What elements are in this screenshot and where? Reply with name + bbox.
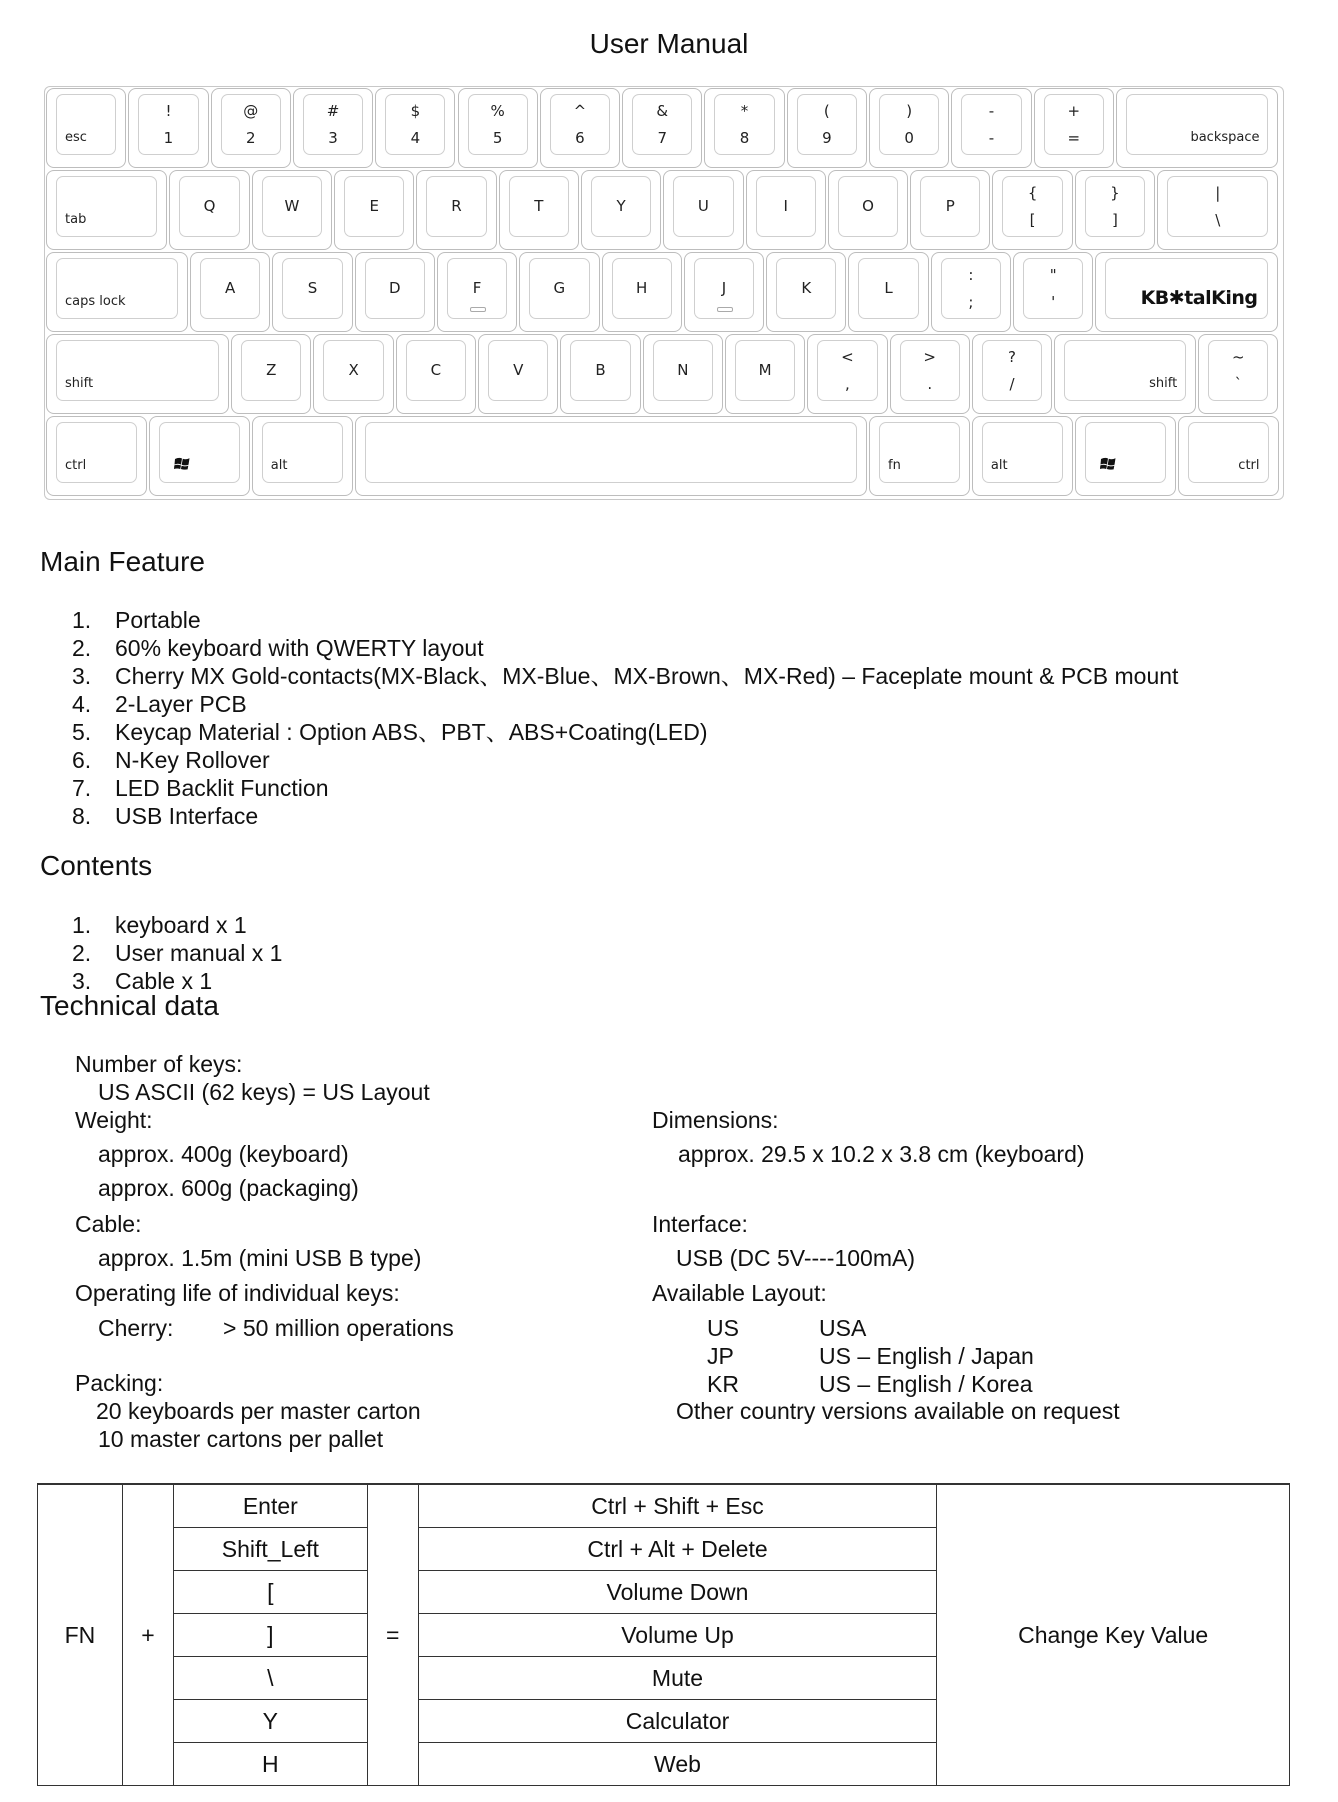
list-item: 7. LED Backlit Function bbox=[72, 775, 329, 801]
key-shift-legend: ? bbox=[1008, 348, 1016, 366]
result-cell: Ctrl + Alt + Delete bbox=[418, 1528, 937, 1571]
key-legend: M bbox=[758, 361, 772, 379]
main-feature-list bbox=[72, 606, 1178, 830]
key-base-legend: \ bbox=[1215, 211, 1221, 229]
key-legend: R bbox=[451, 197, 462, 215]
key-11 bbox=[1013, 252, 1093, 332]
key-base-legend: 2 bbox=[245, 129, 256, 147]
key-t bbox=[499, 170, 579, 250]
key-s bbox=[272, 252, 352, 332]
key-8 bbox=[807, 334, 887, 414]
key-legend: S bbox=[307, 279, 318, 297]
key-legend: L bbox=[884, 279, 893, 297]
packing-label: Packing: bbox=[75, 1370, 164, 1396]
key-e bbox=[334, 170, 414, 250]
key-10 bbox=[869, 88, 949, 168]
key-legend: H bbox=[636, 279, 648, 297]
key-shift-legend: * bbox=[740, 102, 749, 120]
key-legend: G bbox=[553, 279, 566, 297]
key-base-legend: ' bbox=[1051, 293, 1056, 311]
key-base-legend: [ bbox=[1029, 211, 1036, 229]
key-9 bbox=[787, 88, 867, 168]
key-8 bbox=[704, 88, 784, 168]
key-legend: E bbox=[369, 197, 379, 215]
change-key-cell: Change Key Value bbox=[937, 1485, 1290, 1786]
key-9 bbox=[890, 334, 970, 414]
key-v bbox=[478, 334, 558, 414]
key-ctrl bbox=[1178, 416, 1279, 496]
key-f bbox=[437, 252, 517, 332]
key-cell: [ bbox=[173, 1571, 367, 1614]
key-7 bbox=[622, 88, 702, 168]
key-12 bbox=[1075, 170, 1155, 250]
key-legend: J bbox=[721, 279, 727, 297]
list-item: 3. Cable x 1 bbox=[72, 968, 213, 994]
weight-keyboard: approx. 400g (keyboard) bbox=[98, 1141, 349, 1167]
key-label: ctrl bbox=[65, 458, 87, 473]
key-caps-lock bbox=[46, 252, 188, 332]
key-tab bbox=[46, 170, 167, 250]
key-u bbox=[663, 170, 743, 250]
key-shift-legend: ! bbox=[165, 102, 172, 120]
key-windows bbox=[149, 416, 250, 496]
result-cell: Mute bbox=[418, 1657, 937, 1700]
key-alt bbox=[972, 416, 1073, 496]
key-2 bbox=[211, 88, 291, 168]
key-shift-legend: ( bbox=[823, 102, 830, 120]
key-shift bbox=[1054, 334, 1196, 414]
key-shift-legend: < bbox=[841, 348, 854, 366]
key-p bbox=[910, 170, 990, 250]
key-l bbox=[848, 252, 928, 332]
key-legend: Z bbox=[266, 361, 277, 379]
key-label: fn bbox=[888, 458, 901, 473]
key-label: backspace bbox=[1190, 130, 1260, 145]
interface-label: Interface: bbox=[652, 1211, 748, 1237]
other-versions: Other country versions available on request bbox=[676, 1398, 1120, 1424]
key-shift-legend: | bbox=[1215, 184, 1221, 202]
list-item: 1. keyboard x 1 bbox=[72, 912, 247, 938]
key-label: shift bbox=[1149, 376, 1178, 391]
key-legend: K bbox=[801, 279, 812, 297]
list-item: 6. N-Key Rollover bbox=[72, 747, 270, 773]
key-6 bbox=[540, 88, 620, 168]
list-item: 8. USB Interface bbox=[72, 803, 259, 829]
key-legend: A bbox=[225, 279, 236, 297]
life-brand: Cherry: bbox=[98, 1315, 174, 1341]
key-q bbox=[169, 170, 249, 250]
key-shift-legend: ~ bbox=[1232, 348, 1245, 366]
layout-code: US bbox=[707, 1315, 739, 1341]
key-label: alt bbox=[270, 458, 288, 473]
key-legend: Y bbox=[616, 197, 626, 215]
key-legend: X bbox=[348, 361, 359, 379]
main-feature-heading: Main Feature bbox=[40, 546, 205, 577]
key-label: ctrl bbox=[1238, 458, 1260, 473]
key-enter bbox=[1095, 252, 1278, 332]
cable-label: Cable: bbox=[75, 1211, 142, 1237]
key-legend: Q bbox=[203, 197, 216, 215]
key-shift-legend: ^ bbox=[573, 102, 587, 120]
key-legend: T bbox=[534, 197, 544, 215]
key-shift-legend: - bbox=[988, 102, 995, 120]
key-m bbox=[725, 334, 805, 414]
key-shift-legend: + bbox=[1067, 102, 1081, 120]
packing-carton: 20 keyboards per master carton bbox=[96, 1398, 421, 1424]
layout-code: JP bbox=[707, 1343, 734, 1369]
key-label: tab bbox=[65, 212, 87, 227]
key-legend: I bbox=[783, 197, 788, 215]
key-cell: H bbox=[173, 1743, 367, 1786]
layout-code: KR bbox=[707, 1371, 739, 1397]
key-h bbox=[602, 252, 682, 332]
key-esc bbox=[46, 88, 126, 168]
key-legend: N bbox=[677, 361, 689, 379]
list-item: 3. Cherry MX Gold-contacts(MX-Black、MX-Blue、MX-Brown、MX-Red) – Faceplate mount & PCB mount bbox=[72, 663, 1179, 689]
windows-icon bbox=[1100, 455, 1116, 474]
key-label: caps lock bbox=[65, 294, 126, 309]
key-base-legend: . bbox=[927, 375, 933, 393]
table-row bbox=[38, 1485, 1290, 1528]
key-base-legend: 5 bbox=[492, 129, 503, 147]
keyboard-diagram bbox=[44, 86, 1284, 500]
layout-label: Available Layout: bbox=[652, 1280, 827, 1306]
life-label: Operating life of individual keys: bbox=[75, 1280, 400, 1306]
key-o bbox=[828, 170, 908, 250]
key-shift-legend: @ bbox=[243, 102, 259, 120]
key-shift-legend: " bbox=[1049, 266, 1057, 284]
key-w bbox=[252, 170, 332, 250]
key-base-legend: 0 bbox=[904, 129, 914, 147]
interface-value: USB (DC 5V----100mA) bbox=[676, 1245, 915, 1271]
plus-cell: + bbox=[122, 1485, 173, 1786]
key-base-legend: 6 bbox=[575, 129, 585, 147]
key-base-legend: - bbox=[988, 129, 995, 147]
key-y bbox=[581, 170, 661, 250]
layout-desc: USA bbox=[819, 1315, 867, 1341]
key-shift-legend: & bbox=[656, 102, 669, 120]
key-ctrl bbox=[46, 416, 147, 496]
key-d bbox=[355, 252, 435, 332]
key-legend: V bbox=[513, 361, 524, 379]
key-base-legend: ; bbox=[968, 293, 974, 311]
windows-icon bbox=[174, 455, 190, 474]
result-cell: Volume Up bbox=[418, 1614, 937, 1657]
key-windows bbox=[1075, 416, 1176, 496]
key-x bbox=[313, 334, 393, 414]
key-legend: D bbox=[388, 279, 401, 297]
key-shift-legend: : bbox=[968, 266, 974, 284]
key-4 bbox=[375, 88, 455, 168]
keys-label: Number of keys: bbox=[75, 1051, 243, 1077]
fn-key-table bbox=[37, 1484, 1290, 1786]
key-label: shift bbox=[65, 376, 94, 391]
key-legend: P bbox=[945, 197, 955, 215]
key-legend: O bbox=[862, 197, 874, 215]
key-shift-legend: } bbox=[1110, 184, 1120, 202]
result-cell: Web bbox=[418, 1743, 937, 1786]
key-cell: Enter bbox=[173, 1485, 367, 1528]
list-item: 2. User manual x 1 bbox=[72, 940, 283, 966]
key-11 bbox=[992, 170, 1072, 250]
key-label: alt bbox=[990, 458, 1008, 473]
fn-cell: FN bbox=[38, 1485, 123, 1786]
key-legend: W bbox=[284, 197, 300, 215]
list-item: 4. 2-Layer PCB bbox=[72, 691, 247, 717]
key-base-legend: ` bbox=[1234, 375, 1243, 393]
key-1 bbox=[128, 88, 208, 168]
result-cell: Ctrl + Shift + Esc bbox=[418, 1485, 937, 1528]
key-base-legend: = bbox=[1067, 129, 1081, 147]
dimensions-label: Dimensions: bbox=[652, 1107, 779, 1133]
keys-value: US ASCII (62 keys) = US Layout bbox=[98, 1079, 430, 1105]
contents-list bbox=[72, 911, 282, 995]
key-shift-legend: % bbox=[490, 102, 505, 120]
key-base-legend: , bbox=[845, 375, 850, 393]
key-j bbox=[684, 252, 764, 332]
key-12 bbox=[1198, 334, 1278, 414]
homing-bump bbox=[470, 307, 486, 312]
key-legend: U bbox=[697, 197, 709, 215]
key-13 bbox=[1157, 170, 1278, 250]
key-fn bbox=[869, 416, 970, 496]
key-12 bbox=[1034, 88, 1114, 168]
brand-logo: KB✱talKing bbox=[1140, 287, 1258, 309]
key-label: esc bbox=[65, 130, 87, 145]
key-n bbox=[643, 334, 723, 414]
weight-packaging: approx. 600g (packaging) bbox=[98, 1175, 359, 1201]
key-base-legend: 9 bbox=[822, 129, 832, 147]
key-r bbox=[416, 170, 496, 250]
key-alt bbox=[252, 416, 353, 496]
key-cell: Shift_Left bbox=[173, 1528, 367, 1571]
packing-pallet: 10 master cartons per pallet bbox=[98, 1426, 384, 1452]
key-11 bbox=[951, 88, 1031, 168]
key-base-legend: 1 bbox=[163, 129, 174, 147]
weight-label: Weight: bbox=[75, 1107, 153, 1133]
key-base-legend: / bbox=[1009, 375, 1015, 393]
key-cell: \ bbox=[173, 1657, 367, 1700]
key-cell: Y bbox=[173, 1700, 367, 1743]
key-base-legend: 3 bbox=[328, 129, 338, 147]
cable-value: approx. 1.5m (mini USB B type) bbox=[98, 1245, 422, 1271]
key-shift-legend: { bbox=[1027, 184, 1038, 202]
key-z bbox=[231, 334, 311, 414]
key-backspace bbox=[1116, 88, 1279, 168]
layout-desc: US – English / Japan bbox=[819, 1343, 1034, 1369]
page-title: User Manual bbox=[589, 28, 749, 59]
key-base-legend: 8 bbox=[739, 129, 750, 147]
key-shift bbox=[46, 334, 229, 414]
key-5 bbox=[458, 88, 538, 168]
key-b bbox=[560, 334, 640, 414]
key-i bbox=[746, 170, 826, 250]
result-cell: Volume Down bbox=[418, 1571, 937, 1614]
key-base-legend: ] bbox=[1111, 211, 1118, 229]
key-legend: C bbox=[430, 361, 442, 379]
key-3 bbox=[293, 88, 373, 168]
key-10 bbox=[972, 334, 1052, 414]
list-item: 1. Portable bbox=[72, 607, 201, 633]
homing-bump bbox=[717, 307, 733, 312]
life-value: > 50 million operations bbox=[223, 1315, 454, 1341]
key-cell: ] bbox=[173, 1614, 367, 1657]
key-g bbox=[519, 252, 599, 332]
key-c bbox=[396, 334, 476, 414]
list-item: 2. 60% keyboard with QWERTY layout bbox=[72, 635, 484, 661]
key-shift-legend: ) bbox=[906, 102, 913, 120]
key-shift-legend: # bbox=[326, 102, 340, 120]
technical-heading: Technical data bbox=[40, 990, 220, 1021]
key-10 bbox=[931, 252, 1011, 332]
key-shift-legend: > bbox=[923, 348, 936, 366]
key-base-legend: 4 bbox=[410, 129, 421, 147]
contents-heading: Contents bbox=[40, 850, 153, 881]
equals-cell: = bbox=[367, 1485, 418, 1786]
key-shift-legend: $ bbox=[410, 102, 421, 120]
key-space bbox=[355, 416, 867, 496]
key-base-legend: 7 bbox=[657, 129, 668, 147]
key-legend: B bbox=[595, 361, 606, 379]
list-item: 5. Keycap Material : Option ABS、PBT、ABS+Coating(LED) bbox=[72, 719, 708, 745]
key-a bbox=[190, 252, 270, 332]
key-legend: F bbox=[472, 279, 482, 297]
key-k bbox=[766, 252, 846, 332]
result-cell: Calculator bbox=[418, 1700, 937, 1743]
layout-desc: US – English / Korea bbox=[819, 1371, 1033, 1397]
dimensions-value: approx. 29.5 x 10.2 x 3.8 cm (keyboard) bbox=[678, 1141, 1085, 1167]
